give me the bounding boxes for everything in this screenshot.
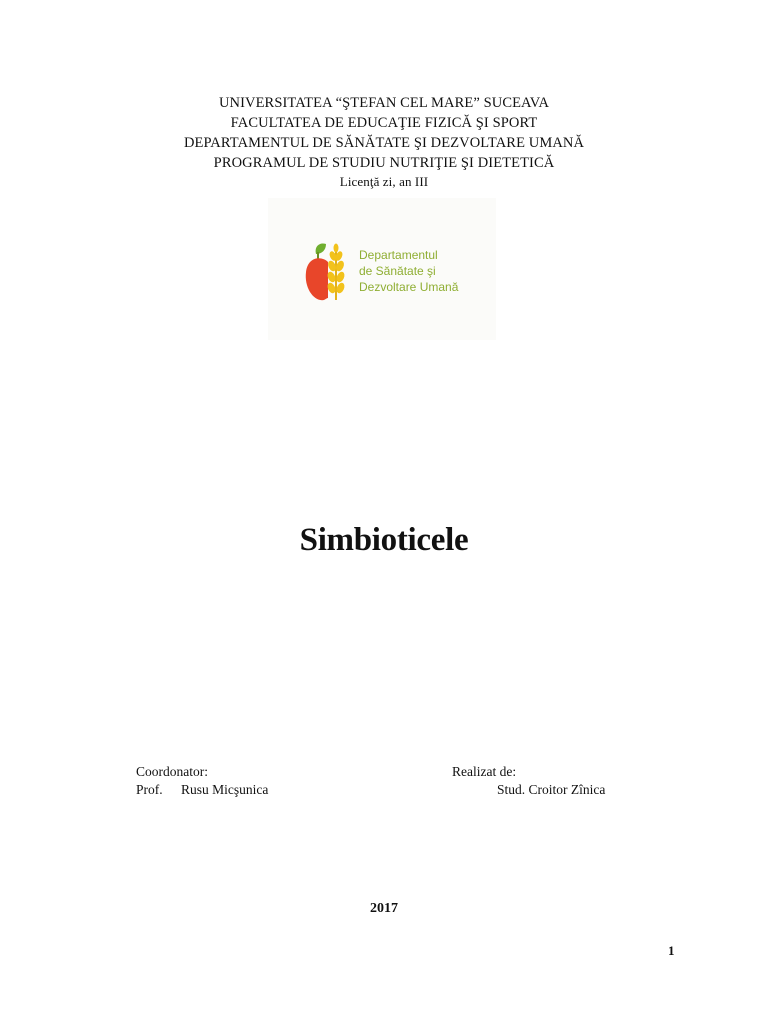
apple-wheat-logo-icon: [304, 242, 354, 306]
institution-header: [0, 93, 768, 190]
coordinator-person: Rusu Micşunica: [181, 782, 269, 797]
program-name: PROGRAMUL DE STUDIU NUTRIŢIE ŞI DIETETICĂ: [213, 155, 555, 171]
department-logo: [268, 198, 496, 340]
coordinator-title: Prof.: [136, 782, 163, 797]
page-number: 1: [668, 943, 675, 958]
logo-text-line: de Sănătate şi: [359, 264, 436, 278]
department-name: DEPARTAMENTUL DE SĂNĂTATE ŞI DEZVOLTARE UMANĂ: [183, 135, 585, 151]
study-level: Licenţă zi, an III: [339, 174, 429, 189]
logo-text-line: Dezvoltare Umană: [359, 280, 459, 294]
university-name: UNIVERSITATEA “ŞTEFAN CEL MARE” SUCEAVA: [218, 95, 550, 111]
logo-text: [359, 247, 458, 295]
logo-text-line: Departamentul: [359, 248, 438, 262]
author-label: Realizat de:: [452, 764, 517, 779]
coordinator-label: Coordonator:: [136, 764, 208, 779]
document-title: Simbioticele: [299, 522, 469, 558]
coordinator-name: [136, 781, 268, 799]
author-name: Stud. Croitor Zînica: [497, 782, 606, 797]
faculty-name: FACULTATEA DE EDUCAŢIE FIZICĂ ŞI SPORT: [230, 115, 538, 131]
document-year: 2017: [370, 901, 398, 916]
